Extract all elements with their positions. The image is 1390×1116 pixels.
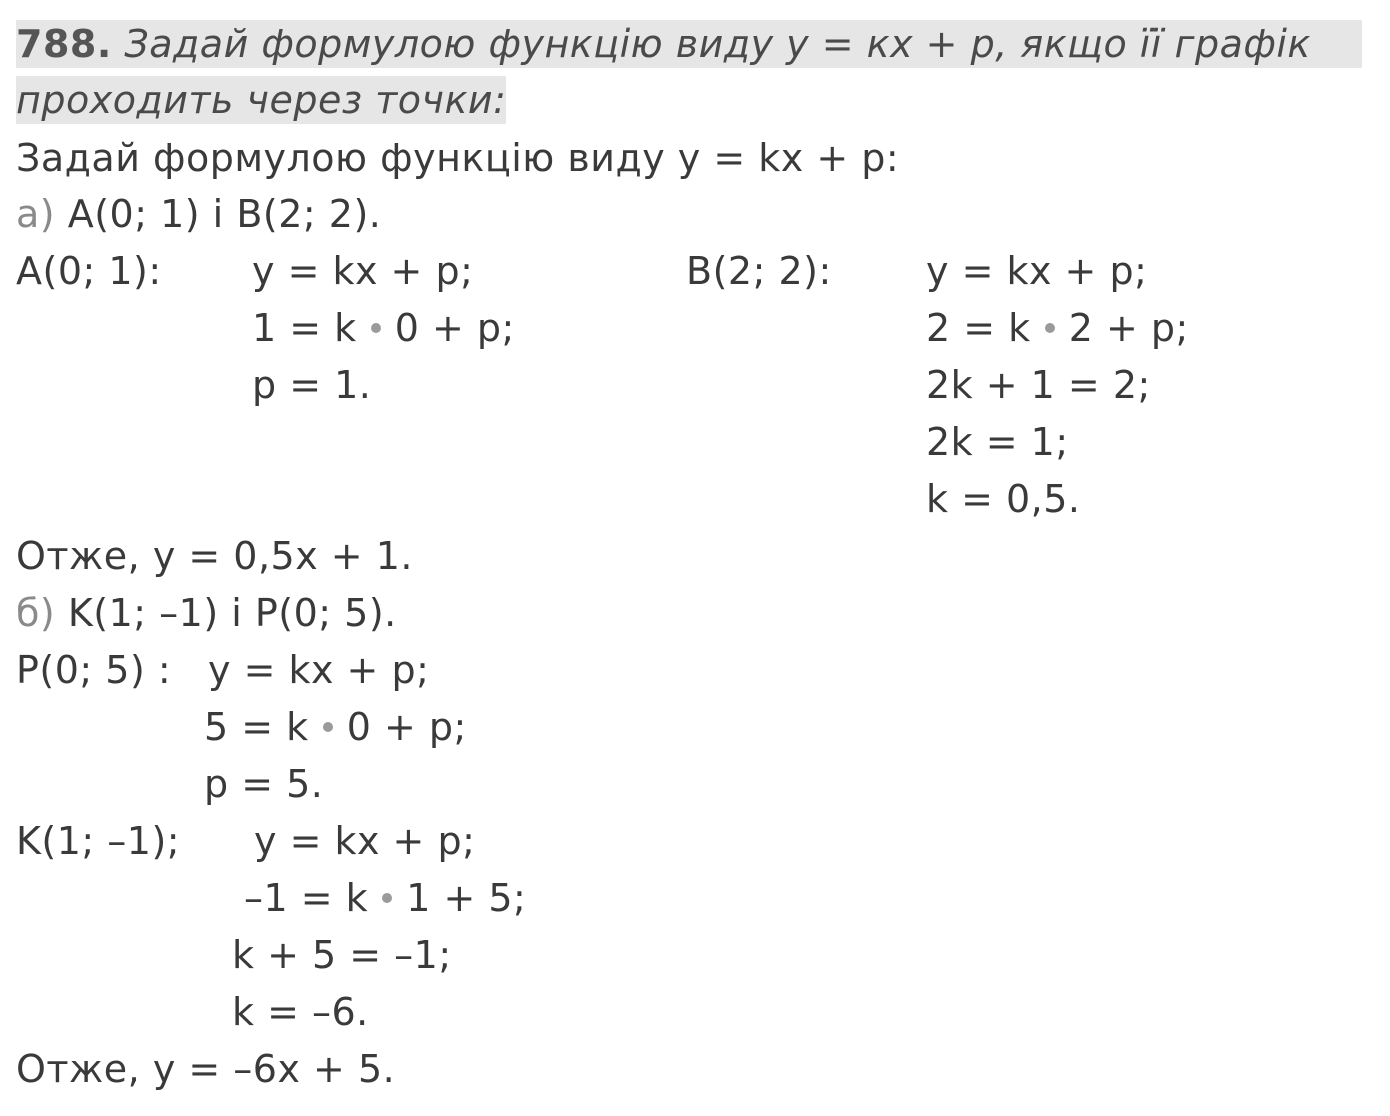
- task-title-part2: проходить через точки:: [16, 78, 507, 122]
- multiply-dot-icon: [1045, 323, 1055, 333]
- part-b-k-eq3: k + 5 = –1;: [232, 933, 452, 977]
- part-b-p-label: P(0; 5) :: [16, 648, 172, 692]
- part-a-left-eq2: [252, 304, 515, 352]
- part-a-right-eq3: 2k + 1 = 2;: [926, 363, 1151, 407]
- part-b-heading: [16, 589, 397, 637]
- part-a-label: а): [16, 192, 56, 236]
- part-a-right-eq2-rhs: 2 + p;: [1068, 306, 1189, 350]
- part-b-result: Отже, y = –6x + 5.: [16, 1047, 396, 1091]
- part-b-points: K(1; –1) і P(0; 5).: [67, 591, 397, 635]
- part-a-right-eq1: y = kx + p;: [926, 249, 1148, 293]
- task-number: 788.: [16, 22, 112, 66]
- part-b-p-eq2: [204, 703, 467, 751]
- task-header-line2: [16, 76, 506, 124]
- multiply-dot-icon: [371, 323, 381, 333]
- task-header-line1: [16, 20, 1362, 68]
- part-a-right-eq2-lhs: 2 = k: [926, 306, 1031, 350]
- part-a-right-eq2: [926, 304, 1189, 352]
- part-b-p-eq3: p = 5.: [204, 762, 324, 806]
- part-b-k-eq4: k = –6.: [232, 990, 369, 1034]
- part-a-right-eq5: k = 0,5.: [926, 477, 1081, 521]
- part-b-k-label: K(1; –1);: [16, 819, 181, 863]
- part-b-p-eq2-lhs: 5 = k: [204, 705, 309, 749]
- part-a-left-eq2-lhs: 1 = k: [252, 306, 357, 350]
- part-b-k-eq2-lhs: –1 = k: [244, 876, 369, 920]
- intro-text: Задай формулою функцію виду y = kx + p:: [16, 136, 900, 180]
- part-a-left-label: A(0; 1):: [16, 249, 162, 293]
- multiply-dot-icon: [382, 893, 392, 903]
- multiply-dot-icon: [323, 722, 333, 732]
- part-b-label: б): [16, 591, 56, 635]
- part-a-points: A(0; 1) і B(2; 2).: [67, 192, 382, 236]
- part-b-k-eq2-rhs: 1 + 5;: [406, 876, 527, 920]
- part-a-result: Отже, y = 0,5x + 1.: [16, 534, 413, 578]
- part-a-heading: [16, 190, 381, 238]
- part-b-p-eq1: y = kx + p;: [208, 648, 430, 692]
- part-a-left-eq1: y = kx + p;: [252, 249, 474, 293]
- part-b-k-eq1: y = kx + p;: [254, 819, 476, 863]
- part-a-right-eq4: 2k = 1;: [926, 420, 1069, 464]
- part-b-k-eq2: [244, 874, 526, 922]
- part-a-left-eq2-rhs: 0 + p;: [394, 306, 515, 350]
- part-a-right-label: B(2; 2):: [686, 249, 832, 293]
- task-title-part1: Задай формулою функцію виду y = кх + р, якщо її графік: [124, 22, 1311, 66]
- part-b-p-eq2-rhs: 0 + p;: [346, 705, 467, 749]
- part-a-left-eq3: p = 1.: [252, 363, 372, 407]
